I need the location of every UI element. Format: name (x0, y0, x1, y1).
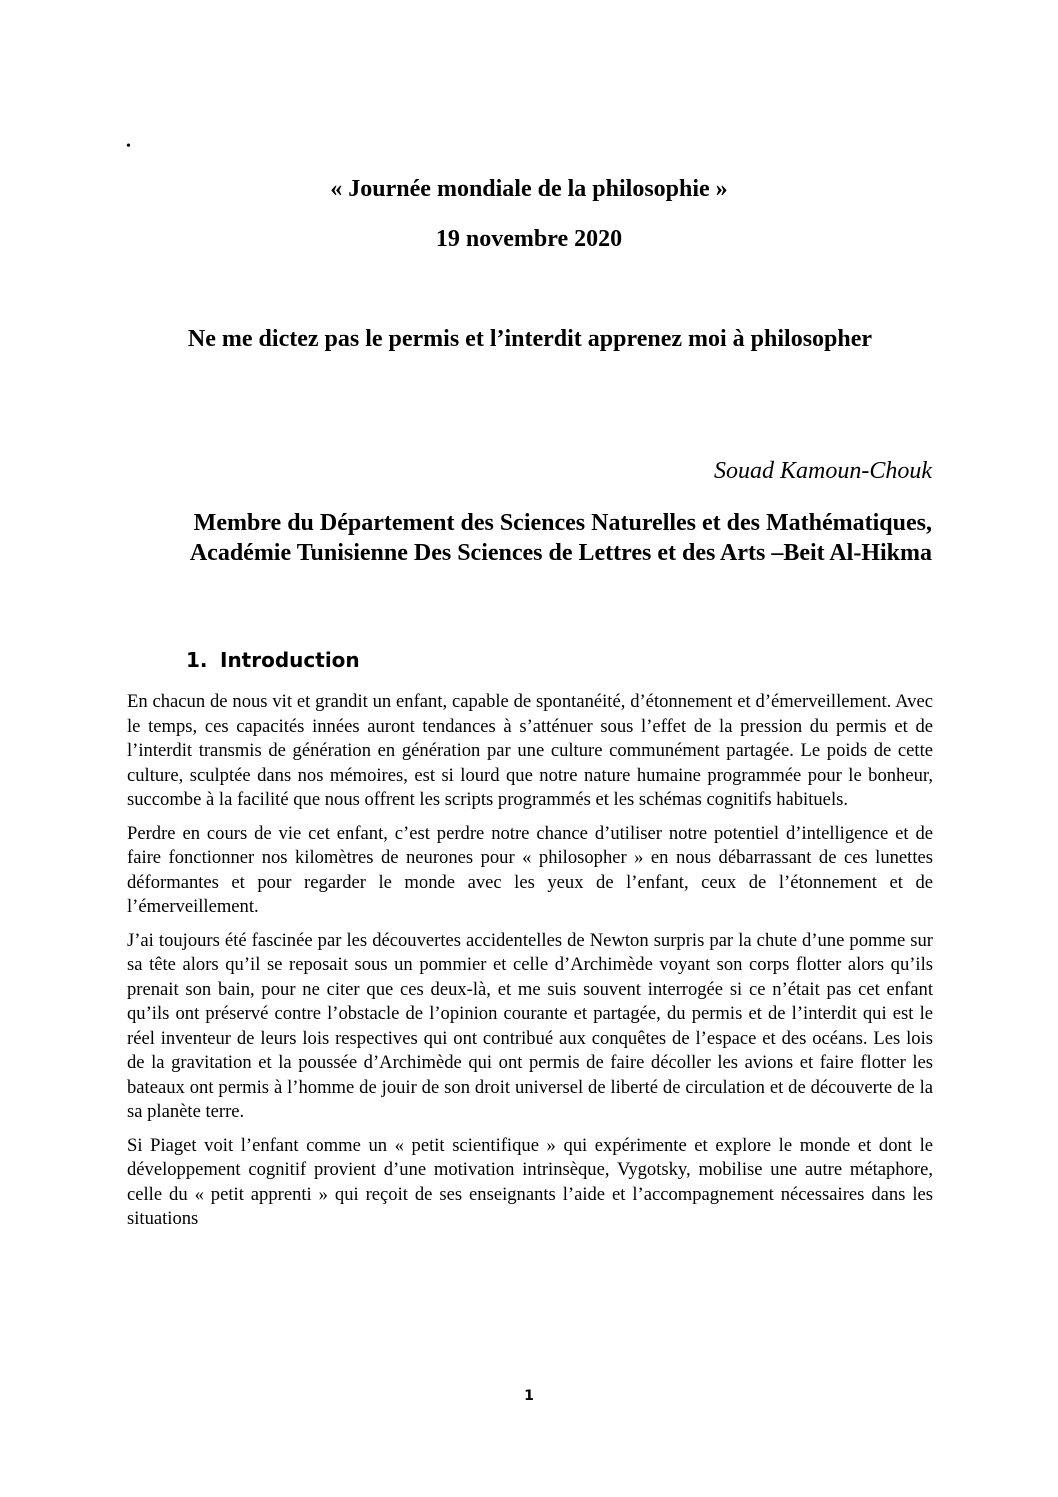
paragraph: J’ai toujours été fascinée par les découvertes accidentelles de Newton surpris par la chute d’une pomme sur sa tête alors qu’il se reposait sous un pommier et celle d’Archimède voyant son corps flotter alors qu’ils prenait son bain, pour ne citer que ces deux-là, et me suis souvent interrogée si ce n’était pas cet enfant qu’ils ont préservé contre l’obstacle de l’opinion courante et partagée, du permis et de l’interdit qui est le réel inventeur de leurs lois respectives qui ont contribué aux conquêtes de l’espace et des océans. Les lois de la gravitation et la poussée d’Archimède qui ont permis de faire décoller les avions et faire flotter les bateaux ont permis à l’homme de jouir de son droit universel de liberté de circulation et de découverte de la sa planète terre. (127, 929, 933, 1122)
section-title: Introduction (220, 648, 360, 672)
event-date: 19 novembre 2020 (435, 226, 623, 252)
author-name: Souad Kamoun-Chouk (714, 458, 932, 484)
body-text (127, 690, 933, 1241)
author-affiliation: Membre du Département des Sciences Naturelles et des Mathématiques, Académie Tunisienne Des Sciences de Lettres et des Arts –Beit Al-Hikma (189, 510, 932, 566)
bullet-mark: • (126, 139, 131, 154)
event-title: « Journée mondiale de la philosophie » (330, 176, 728, 202)
paragraph: Perdre en cours de vie cet enfant, c’est perdre notre chance d’utiliser notre potentiel d’intelligence et de faire fonctionner nos kilomètres de neurones pour « philosopher » en nous débarrassant de ces lunettes déformantes et pour regarder le monde avec les yeux de l’enfant, ceux de l’étonnement et de l’émerveillement. (127, 822, 933, 917)
paragraph: Si Piaget voit l’enfant comme un « petit scientifique » qui expérimente et explore le monde et dont le développement cognitif provient d’une motivation intrinsèque, Vygotsky, mobilise une autre métaphore, celle du « petit apprenti » qui reçoit de ses enseignants l’aide et l’accompagnement nécessaires dans les situations (127, 1134, 933, 1229)
article-title: Ne me dictez pas le permis et l’interdit apprenez moi à philosopher (187, 326, 873, 352)
section-heading (186, 646, 360, 674)
section-number: 1. (186, 648, 208, 672)
page-number: 1 (524, 1388, 534, 1404)
paragraph: En chacun de nous vit et grandit un enfant, capable de spontanéité, d’étonnement et d’émerveillement. Avec le temps, ces capacités innées auront tendances à s’atténuer sous l’effet de la pression du permis et de l’interdit transmis de génération en génération par une culture communément partagée. Le poids de cette culture, sculptée dans nos mémoires, est si lourd que notre nature humaine programmée pour le bonheur, succombe à la facilité que nous offrent les scripts programmés et les schémas cognitifs habituels. (127, 691, 933, 810)
